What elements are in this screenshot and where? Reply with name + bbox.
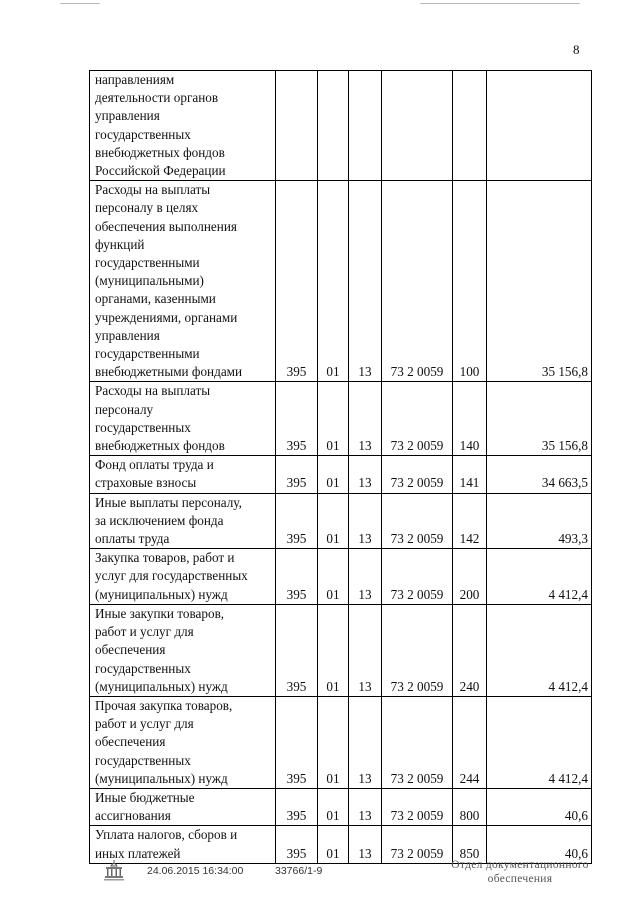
table-row	[90, 382, 592, 456]
target-article-cell: 73 2 0059	[382, 826, 453, 863]
description-line: Уплата налогов, сборов и	[95, 827, 238, 843]
description-line: внебюджетных фондов	[95, 438, 225, 454]
target-article-cell: 73 2 0059	[382, 696, 453, 788]
description-line: государственными	[95, 346, 200, 362]
subsection-code-cell: 13	[349, 549, 382, 605]
footer-timestamp: 24.06.2015 16:34:00	[147, 865, 244, 877]
table-row	[90, 456, 592, 493]
target-article-cell	[382, 71, 453, 181]
section-code-cell: 01	[318, 604, 349, 696]
subsection-code-cell: 13	[349, 696, 382, 788]
description-line: Иные бюджетные	[95, 789, 195, 805]
section-code-cell: 01	[318, 181, 349, 382]
subsection-code-cell: 13	[349, 382, 382, 456]
description-line: персоналу	[95, 401, 154, 417]
description-cell	[90, 382, 276, 456]
description-line: Расходы на выплаты	[95, 182, 211, 198]
amount-cell: 493,3	[487, 493, 592, 549]
description-line: персоналу в целях	[95, 200, 199, 216]
page-footer	[0, 858, 640, 898]
description-line: деятельности органов	[95, 90, 219, 106]
subsection-code-cell: 13	[349, 788, 382, 825]
description-cell	[90, 604, 276, 696]
expense-type-cell: 850	[453, 826, 487, 863]
section-code-cell: 01	[318, 826, 349, 863]
subsection-code-cell: 13	[349, 456, 382, 493]
amount-cell: 35 156,8	[487, 382, 592, 456]
description-line: обеспечения выполнения	[95, 218, 237, 234]
ministry-code-cell: 395	[276, 382, 318, 456]
section-code-cell: 01	[318, 696, 349, 788]
page-number: 8	[573, 42, 580, 57]
table-row	[90, 788, 592, 825]
description-line: обеспечения	[95, 642, 166, 658]
target-article-cell: 73 2 0059	[382, 549, 453, 605]
target-article-cell: 73 2 0059	[382, 181, 453, 382]
expense-type-cell: 240	[453, 604, 487, 696]
ministry-code-cell	[276, 71, 318, 181]
description-line: работ и услуг для	[95, 716, 194, 732]
target-article-cell: 73 2 0059	[382, 456, 453, 493]
amount-cell: 4 412,4	[487, 549, 592, 605]
description-line: страховые взносы	[95, 475, 197, 491]
ministry-code-cell: 395	[276, 493, 318, 549]
description-line: государственных	[95, 419, 191, 435]
table-row	[90, 696, 592, 788]
amount-cell: 40,6	[487, 826, 592, 863]
description-line: (муниципальными)	[95, 273, 204, 289]
target-article-cell: 73 2 0059	[382, 493, 453, 549]
ministry-code-cell: 395	[276, 788, 318, 825]
table-body	[90, 71, 592, 864]
section-code-cell: 01	[318, 456, 349, 493]
amount-cell	[487, 71, 592, 181]
description-line: управления	[95, 327, 160, 343]
description-line: (муниципальных) нужд	[95, 770, 228, 786]
table-row	[90, 71, 592, 181]
amount-cell: 40,6	[487, 788, 592, 825]
description-line: Закупка товаров, работ и	[95, 550, 235, 566]
amount-cell: 4 412,4	[487, 696, 592, 788]
description-cell	[90, 493, 276, 549]
description-line: (муниципальных) нужд	[95, 586, 228, 602]
description-line: оплаты труда	[95, 531, 170, 547]
description-cell	[90, 456, 276, 493]
table-row	[90, 493, 592, 549]
description-cell	[90, 696, 276, 788]
amount-cell: 4 412,4	[487, 604, 592, 696]
description-line: внебюджетными фондами	[95, 364, 243, 380]
description-line: работ и услуг для	[95, 624, 194, 640]
duma-building-icon	[103, 858, 125, 882]
description-line: Фонд оплаты труда и	[95, 457, 214, 473]
description-line: за исключением фонда	[95, 512, 224, 528]
expense-type-cell: 800	[453, 788, 487, 825]
target-article-cell: 73 2 0059	[382, 382, 453, 456]
description-cell	[90, 549, 276, 605]
description-line: внебюджетных фондов	[95, 144, 225, 160]
description-line: управления	[95, 108, 160, 124]
description-line: Иные выплаты персоналу,	[95, 494, 242, 510]
description-line: Расходы на выплаты	[95, 383, 211, 399]
description-cell	[90, 181, 276, 382]
table-row	[90, 181, 592, 382]
target-article-cell: 73 2 0059	[382, 604, 453, 696]
ministry-code-cell: 395	[276, 456, 318, 493]
ministry-code-cell: 395	[276, 549, 318, 605]
description-line: органами, казенными	[95, 291, 216, 307]
amount-cell: 35 156,8	[487, 181, 592, 382]
description-line: Иные закупки товаров,	[95, 605, 225, 621]
table-row	[90, 604, 592, 696]
ministry-code-cell: 395	[276, 604, 318, 696]
description-line: государственных	[95, 660, 191, 676]
expense-type-cell	[453, 71, 487, 181]
description-line: государственных	[95, 126, 191, 142]
amount-cell: 34 663,5	[487, 456, 592, 493]
budget-table	[89, 70, 592, 864]
department-stamp	[445, 858, 595, 886]
ministry-code-cell: 395	[276, 696, 318, 788]
description-line: государственных	[95, 752, 191, 768]
description-cell	[90, 71, 276, 181]
expense-type-cell: 141	[453, 456, 487, 493]
description-line: Российской Федерации	[95, 163, 226, 179]
subsection-code-cell: 13	[349, 826, 382, 863]
ministry-code-cell: 395	[276, 181, 318, 382]
section-code-cell: 01	[318, 549, 349, 605]
expense-type-cell: 244	[453, 696, 487, 788]
expense-type-cell: 100	[453, 181, 487, 382]
stamp-line-2: обеспечения	[487, 873, 553, 885]
expense-type-cell: 200	[453, 549, 487, 605]
section-code-cell	[318, 71, 349, 181]
description-line: государственными	[95, 255, 200, 271]
subsection-code-cell: 13	[349, 181, 382, 382]
stamp-line-1: Отдел документационного	[451, 859, 589, 871]
description-line: (муниципальных) нужд	[95, 678, 228, 694]
description-line: услуг для государственных	[95, 568, 248, 584]
subsection-code-cell: 13	[349, 493, 382, 549]
footer-document-number: 33766/1-9	[275, 865, 323, 877]
description-line: направлениям	[95, 72, 175, 87]
subsection-code-cell	[349, 71, 382, 181]
subsection-code-cell: 13	[349, 604, 382, 696]
ministry-code-cell: 395	[276, 826, 318, 863]
table-row	[90, 549, 592, 605]
description-line: учреждениями, органами	[95, 309, 238, 325]
description-line: обеспечения	[95, 734, 166, 750]
section-code-cell: 01	[318, 788, 349, 825]
section-code-cell: 01	[318, 382, 349, 456]
description-line: ассигнования	[95, 808, 171, 824]
description-line: иных платежей	[95, 845, 181, 861]
section-code-cell: 01	[318, 493, 349, 549]
target-article-cell: 73 2 0059	[382, 788, 453, 825]
expense-type-cell: 140	[453, 382, 487, 456]
description-line: Прочая закупка товаров,	[95, 697, 233, 713]
expense-type-cell: 142	[453, 493, 487, 549]
description-line: функций	[95, 236, 145, 252]
description-cell	[90, 788, 276, 825]
